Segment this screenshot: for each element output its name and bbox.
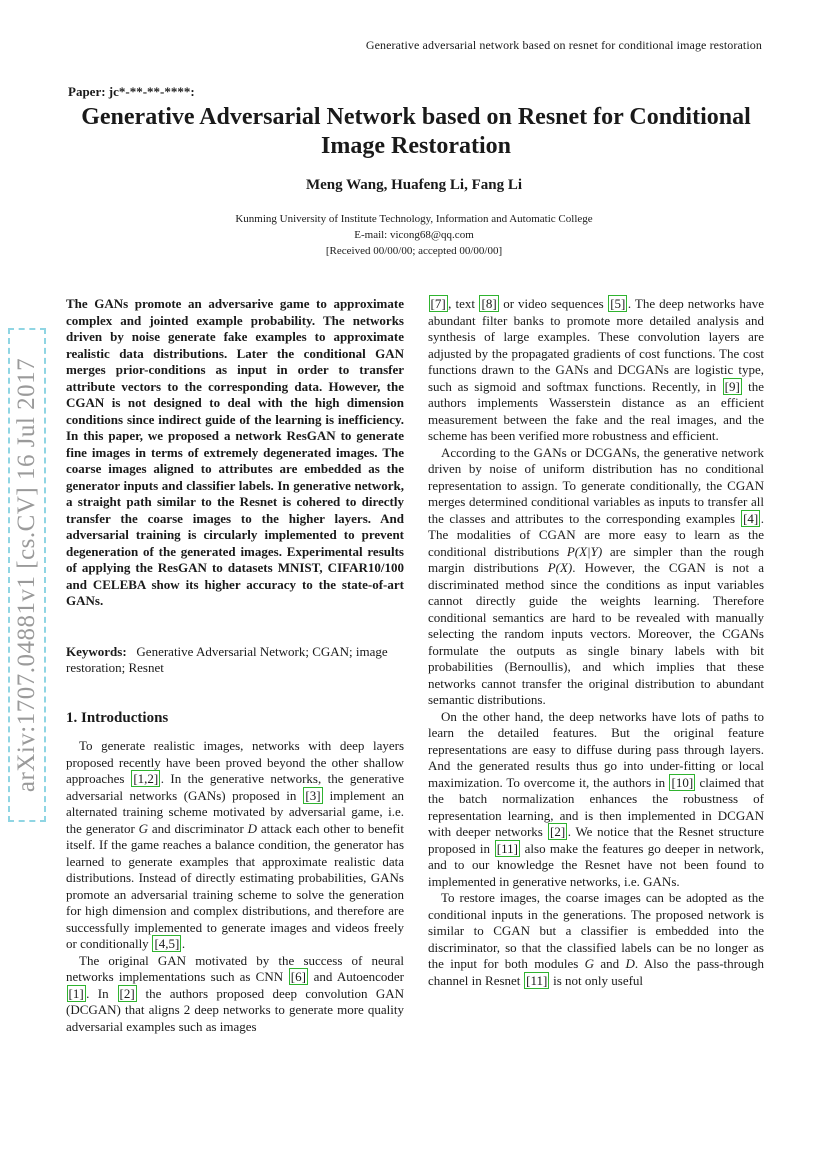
intro-paragraph-5 [428, 890, 764, 989]
text-span: . In [86, 985, 117, 1001]
intro-paragraph-4 [428, 709, 764, 891]
text-span: or video sequences [499, 296, 608, 311]
math-symbol: G [138, 820, 149, 836]
text-span: attack each other to benefit itself. If the game reaches a balance condition, the generator has learned to generate examples that approximate realistic data distributions. Instead of directly estimating probabilities, GANs promote an adversarial training scheme to solve the generation for high dimension and complex distributions, and therefore are successfully implemented to generate images and videos freely or conditionally [66, 820, 404, 951]
authors: Meng Wang, Huafeng Li, Fang Li [305, 177, 522, 193]
citation-link[interactable]: [4] [743, 510, 759, 526]
text-span: and Autoencoder [308, 969, 404, 984]
citation-link[interactable]: [2] [119, 985, 135, 1001]
citation-link[interactable]: [2] [550, 824, 566, 839]
text-span: is not only useful [549, 972, 644, 988]
citation-link[interactable]: [10] [671, 774, 694, 790]
math-expression: P(X) [547, 560, 573, 575]
intro-paragraph-3 [428, 445, 764, 709]
citation-link[interactable]: [1,2] [133, 771, 159, 786]
keywords [66, 644, 404, 677]
text-span: . In the generative networks, the generative adversarial networks (GANs) proposed in [66, 771, 404, 803]
text-span: . The deep networks have abundant filter banks to promote more detailed analysis and synthesis of large examples. These convolution layers are adjusted by the propagated gradients of cost functions. The cost functions drawn to the GANs and DCGANs are logistic type, such as sigmoid and softmax functions. Recently, in [428, 296, 764, 394]
text-span: . We notice that the Resnet structure proposed in [428, 824, 764, 856]
text-span: . The modalities of CGAN are more easy to learn as the conditional distributions [428, 510, 764, 559]
affiliation: Kunming University of Institute Technology, Information and Automatic College [235, 213, 593, 225]
email[interactable]: E-mail: vicong68@qq.com [354, 229, 474, 241]
math-symbol: D [247, 820, 258, 836]
text-span: . However, the CGAN is not a discriminated method since the conditions as input variables cannot directly guide the weights learning. Therefore conditional semantics are hard to be revealed with manually selecting the random inputs vectors. Moreover, the CGANs formulate the outputs as single binary labels with bit probabilities (Bernoullis), and which implies that these networks cannot transfer the original distribution to abundant semantic distributions. [428, 560, 764, 707]
text-span: . Also the pass-through channel in Resnet [428, 956, 764, 988]
text-span: also make the features go deeper in network, and to our knowledge the Resnet have not been found to implemented in generative networks, i.e. GANs. [428, 840, 764, 889]
received-dates: [Received 00/00/00; accepted 00/00/00] [325, 245, 503, 257]
citation-link[interactable]: [8] [481, 296, 497, 311]
intro-paragraph-2 [66, 953, 404, 1036]
text-span: , text [448, 296, 479, 311]
intro-paragraph-1 [66, 738, 404, 953]
left-column [66, 296, 404, 1035]
citation-link[interactable]: [5] [610, 296, 626, 311]
citation-link[interactable]: [1] [68, 985, 84, 1001]
text-span: To restore images, the coarse images can be adopted as the conditional inputs in the generations. The proposed network is similar to CGAN but a classifier is embedded into the discriminator, so that the classified labels can be no longer as the input for both modules [428, 890, 764, 971]
text-span: According to the GANs or DCGANs, the generative network driven by noise of uniform distribution has no conditional representation to assign. To generate conditionally, the CGAN merges determined conditional variables as inputs to transfer all the classes and attributes to the corresponding examples [428, 444, 764, 526]
text-span: and discriminator [148, 820, 248, 836]
keywords-label: Keywords: [66, 643, 127, 659]
text-span: implement an alternated training scheme motivated by adversarial game, i.e. the generator [66, 787, 404, 836]
text-span: To generate realistic images, networks with deep layers proposed recently have been proved beyond the other shallow approaches [66, 738, 404, 786]
citation-link[interactable]: [4,5] [154, 936, 180, 951]
section-heading: 1. Introductions [66, 709, 169, 726]
math-symbol: D [625, 956, 635, 971]
text-span: . [181, 936, 186, 951]
text-span: are simpler than the rough margin distributions [428, 543, 764, 575]
citation-link[interactable]: [7] [430, 296, 446, 311]
running-head: Generative adversarial network based on resnet for conditional image restoration [365, 38, 762, 52]
text-span: the authors implements Wasserstein distance as an efficient measurement between the fake and the real images, and the scheme has been verified more robustness and efficient. [428, 378, 764, 443]
text-span: The original GAN motivated by the success of neural networks implementations such as CNN [66, 952, 404, 984]
citation-link[interactable]: [9] [724, 378, 740, 394]
abstract: The GANs promote an adversarive game to approximate complex and jointed example probability. The networks driven by noise generate fake examples to approximate realistic data distributions. Later the conditional GAN merges prior-conditions as input in order to transfer attribute vectors to the corresponding data. However, the CGAN is not designed to deal with the high dimension conditions since indirect guide of the learning is inefficiency. In this paper, we proposed a network ResGAN to generate fine images in terms of extremely degenerated images. The coarse images aligned to attributes are embedded as the generator inputs and classifier labels. In generative network, a straight path similar to the Resnet is cohered to directly transfer the coarse images to the higher layers. And adversarial training is circularly implemented to prevent degeneration of the generated images. Experimental results of applying the ResGAN to datasets MNIST, CIFAR10/100 and CELEBA show its higher accuracy to the state-of-art GANs. [66, 296, 404, 608]
text-span: claimed that the batch normalization enhances the robustness of representation learning, and is then implemented in DCGAN with deeper networks [428, 774, 764, 839]
paper-id: Paper: jc*-**-**-****: [68, 84, 195, 99]
citation-link[interactable]: [11] [526, 972, 548, 988]
math-expression: P(X|Y) [566, 543, 603, 559]
text-span: and [594, 956, 626, 971]
citation-link[interactable]: [6] [290, 969, 306, 984]
keywords-text: Generative Adversarial Network; CGAN; image restoration; Resnet [66, 643, 388, 675]
math-symbol: G [584, 956, 594, 971]
paper-title: Generative Adversarial Network based on Resnet for Conditional Image Restoration [81, 104, 751, 159]
text-span: On the other hand, the deep networks have lots of paths to learn the detailed features. But the original feature representations are easy to diffuse during pass through layers. And the generated results thus go into under-fitting or local maximization. To overcome it, the authors in [428, 708, 764, 790]
citation-link[interactable]: [3] [305, 787, 321, 803]
intro-paragraph-2-continued [428, 296, 764, 445]
arxiv-stamp[interactable]: arXiv:1707.04881v1 [cs.CV] 16 Jul 2017 [8, 328, 46, 822]
citation-link[interactable]: [11] [496, 840, 518, 856]
right-column [428, 296, 764, 989]
text-span: the authors proposed deep convolution GAN (DCGAN) that aligns 2 deep networks to generate more quality adversarial examples such as images [66, 985, 404, 1034]
